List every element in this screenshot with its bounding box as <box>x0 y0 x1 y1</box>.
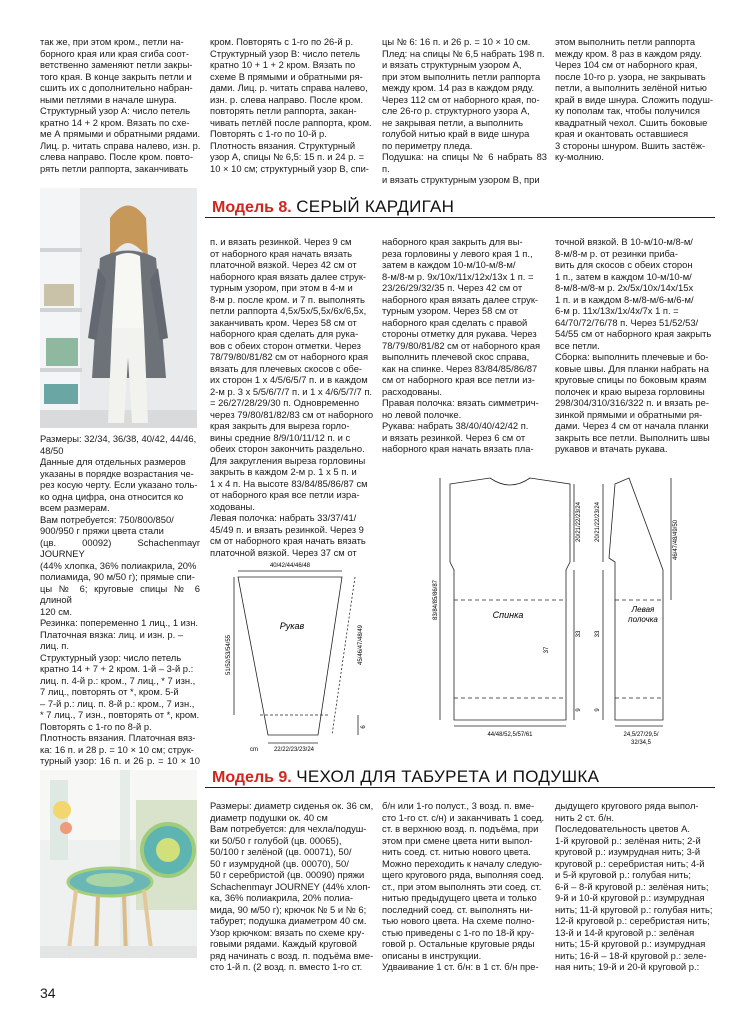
text-line: 78/79/80/81/82 см от наборного края <box>382 339 541 351</box>
text-line: Вам потребуется: для чехла/подуш- <box>210 823 367 834</box>
text-line: платочной вязкой. Через 37 см от <box>210 546 357 558</box>
text-line: этом при смене цвета нити выпол- <box>382 834 533 846</box>
text-line: Можно переходить к началу следую- <box>382 857 543 869</box>
text-line: заканчивать кром. Через 58 см от <box>210 316 357 328</box>
back-diagram <box>430 470 580 760</box>
model9-title: ЧЕХОЛ ДЛЯ ТАБУРЕТА И ПОДУШКА <box>296 767 600 786</box>
text-line: ка, 36% полиакрила, 20% полиа- <box>210 892 354 903</box>
text-line: Для закругления выреза горловины <box>210 454 366 466</box>
text-line: Размеры: диаметр сиденья ок. 36 см, <box>210 800 374 811</box>
back-mid-dim: 33 <box>576 630 582 638</box>
model8-col-3 <box>382 236 547 455</box>
text-line: кром. Повторять с 1-го по 26-й р. <box>210 36 354 47</box>
text-line: круговой р.: серебристая нить; 4-й <box>555 857 705 869</box>
text-line: этом выполнить петли раппорта <box>555 36 696 47</box>
text-line: наборного края вязать далее струк- <box>210 270 367 282</box>
text-line: дыдущего кругового ряда выпол- <box>555 800 699 811</box>
text-line: мида, 90 м/50 г); крючок № 5 и № 6; <box>210 903 367 915</box>
top-col-2 <box>210 36 374 174</box>
text-line: кратно 14 + 2 кром. Вязать по схе- <box>40 116 190 128</box>
front-armhole-dim: 20/21/22/23/24 <box>595 501 601 543</box>
text-line: 2-м р. 3 х 5/5/6/7/7 п. и 1 х 4/6/5/7/7 п. <box>210 385 373 397</box>
text-line: Структурный узор: число петель <box>40 651 182 663</box>
text-line: б/н или 1-го полуст., 3 возд. п. вме- <box>382 800 535 811</box>
text-line: их сторон 1 х 4/5/6/5/7 п. и в каждом <box>210 374 368 385</box>
back-rib-dim: 9 <box>576 708 582 712</box>
text-line: точной вязкой. В 10-м/10-м/8-м/ <box>555 236 693 247</box>
front-rib-dim: 9 <box>595 708 601 712</box>
text-line: стороны отметку для рукава. Через <box>382 328 537 339</box>
text-line: 6-м р. 11х/13х/1х/4х/7х 1 п. = <box>555 305 679 316</box>
text-line: ку пополам так, чтобы получился <box>555 105 700 116</box>
text-line: нить; 16-й – 18-й круговой р.: зеле- <box>555 949 707 961</box>
text-line: 13-й и 14-й круговой р.: зелёная <box>555 926 695 938</box>
model9-col-1 <box>210 800 374 973</box>
text-line: Удваивание 1 ст. б/н: в 1 ст. б/н пре- <box>382 961 539 972</box>
text-line: сто 1-го ст. с/н) и заканчивать 1 соед. <box>382 811 545 823</box>
text-line: наборного края закрыть для вы- <box>382 236 523 247</box>
text-line: говыми рядами. Каждый круговой <box>210 938 357 949</box>
model9-col-3 <box>555 800 715 973</box>
text-line: ст., при этом выполнять эти соед. ст. <box>382 880 542 892</box>
model9-label: Модель 9. <box>212 769 292 786</box>
text-line: 120 см. <box>40 605 72 617</box>
text-line: голубой нитью край в виде шнура <box>382 128 530 139</box>
text-line: 298/304/310/316/322 п. и вязать ре- <box>555 397 709 408</box>
stool-photo <box>40 770 197 958</box>
text-line: стью приведены с 1-го по 18-й кру- <box>382 926 535 938</box>
text-line: Правая полочка: вязать симметрич- <box>382 397 539 408</box>
text-line: так же, при этом кром., петли на- <box>40 36 184 47</box>
text-line: ко одна цифра, она относится ко <box>40 490 184 502</box>
text-line: – 7-й р.: лиц. п. 8-й р.: кром., 7 изн., <box>40 697 195 709</box>
text-line: 7 лиц., повторять от *, кром. 5-й <box>40 686 179 697</box>
text-line: турный узор: 16 п. и 26 р. = 10 × 10 <box>40 755 200 766</box>
text-line: наборного края вязать далее струк- <box>382 293 539 305</box>
text-line: Левая полочка: набрать 33/37/41/ <box>210 512 357 523</box>
text-line: как на спинке. Через 83/84/85/86/87 <box>382 362 538 374</box>
text-line: обеих сторон закончить раздельно. <box>210 443 365 454</box>
text-line: расходованы. <box>382 385 442 397</box>
text-line: края закрыть для выреза горло- <box>210 420 350 431</box>
back-bottom-dim: 44/48/52,5/57/61 <box>487 732 533 738</box>
sleeve-top-dim: 40/42/44/46/48 <box>269 563 311 569</box>
text-line: ка: 16 п. и 28 р. = 10 × 10 см; струк- <box>40 743 194 755</box>
text-line: сшить их с дополнительно набран- <box>40 82 193 93</box>
text-line: по периметру пледа. <box>382 139 473 151</box>
text-line: края и окантовать оставшиеся <box>555 128 689 139</box>
text-line: Повторять с 1-го по 8-й р. <box>40 720 152 732</box>
text-line: 78/79/80/81/82 см от наборного края <box>210 351 369 362</box>
front-bottom-dim-2: 32/34,5 <box>630 740 652 746</box>
text-line: слева направо. После кром. повто- <box>40 151 193 162</box>
text-line: (цв. 00092) Schachenmayr JOURNEY <box>40 536 200 559</box>
text-line: нить соед. ст. нитью нового цвета. <box>382 846 531 857</box>
text-line: Плотность вязания. Структурный <box>210 139 356 151</box>
text-line: петли, а выполнить зелёной нитью <box>555 82 707 93</box>
text-line: изн. р. слева направо. После кром. <box>210 93 364 105</box>
text-line: при этом выполнить петли раппорта <box>382 70 541 82</box>
text-line: закрыть в каждом 2-м р. 1 х 5 п. и <box>210 466 357 477</box>
page-number: 34 <box>40 985 56 1001</box>
text-line: ме А прямыми и обратными рядами. <box>40 128 201 139</box>
text-line: нитью предыдущего цвета и только <box>382 892 537 903</box>
back-waist-dim: 37 <box>544 646 550 654</box>
text-line: наборного края сделать с правой <box>382 316 528 328</box>
text-line: вины средние 8/9/10/11/12 п. и с <box>210 431 351 443</box>
text-line: Плотность вязания. Платочная вяз- <box>40 732 196 743</box>
text-line: ки 50/50 г голубой (цв. 00065), <box>210 834 342 846</box>
text-line: вов с обеих сторон отметки. Через <box>210 339 361 351</box>
text-line: 50 г изумрудной (цв. 00070), 50/ <box>210 857 349 869</box>
front-label-l1: Левая <box>631 605 655 614</box>
text-line: * 7 лиц., 7 изн., повторять от *, кром. <box>40 709 200 720</box>
text-line: табурет; подушка диаметром 40 см. <box>210 915 367 926</box>
back-label: Спинка <box>492 610 524 620</box>
text-line: кратно 14 + 7 + 2 кром. 1-й – 3-й р.: <box>40 663 194 674</box>
model8-col-2 <box>210 236 374 558</box>
text-line: 45/49 п. и вязать резинкой. Через 9 <box>210 523 364 535</box>
text-line: 54/55 см от наборного края закрыть <box>555 328 712 339</box>
text-line: турным узором. Через 58 см от <box>382 305 518 316</box>
back-armhole-dim: 20/21/22/23/24 <box>576 501 582 543</box>
sleeve-label: Рукав <box>279 621 305 631</box>
text-line: ряд начинать с возд. п. подъёма вме- <box>210 949 374 961</box>
text-line: через 79/80/81/82/83 см от наборного <box>210 408 374 420</box>
text-line: последний соед. ст. выполнять ни- <box>382 903 533 915</box>
front-bottom-dim: 24,5/27/29,5/ <box>623 732 659 738</box>
text-line: Платочная вязка: лиц. и изн. р. – <box>40 628 184 640</box>
text-line: вить для скосов с обеих сторон <box>555 259 693 270</box>
sleeve-bottom-dim: 22/22/23/23/24 <box>273 747 315 753</box>
text-line: кратно 10 + 1 + 2 кром. Вязать по <box>210 59 356 70</box>
text-line: платочной вязкой. Через 42 см от <box>210 259 357 270</box>
front-label-l2: полочка <box>628 615 658 624</box>
text-line: турным узором, при этом в 4-м и <box>210 282 353 293</box>
text-line: квадратный чехол. Сшить боковые <box>555 116 708 128</box>
text-line: круговые спицы по боковым краям <box>555 374 707 385</box>
text-line: сто 1-й п. (2 возд. п. вместо 1-го ст. <box>210 961 363 972</box>
text-line: узор А, спицы № 6,5: 15 п. и 24 р. = <box>210 151 365 162</box>
model8-label: Модель 8. <box>212 199 292 216</box>
text-line: вязать для плечевых скосов с обе- <box>210 362 363 374</box>
model9-rule <box>205 787 715 788</box>
text-line: ными петлями в начале шнура. <box>40 93 177 105</box>
text-line: щего кругового ряда, выполняя соед. <box>382 869 544 880</box>
text-line: после 10-го р. узора, не закрывать <box>555 70 706 82</box>
text-line: 1 х 4 п. На высоте 83/84/85/86/87 см <box>210 477 368 489</box>
text-line: между кром. 14 раз в каждом ряду. <box>382 82 535 93</box>
text-line: и вязать структурным узором А, <box>382 59 522 70</box>
text-line: ковые швы. Для планки набрать на <box>555 362 709 374</box>
text-line: полиамида, 90 м/50 г); прямые спи- <box>40 571 195 582</box>
model8-col-4 <box>555 236 715 455</box>
text-line: п. и вязать резинкой. Через 9 см <box>210 236 352 247</box>
text-line: 50/100 г зелёной (цв. 00071), 50/ <box>210 846 352 857</box>
text-line: и вязать резинкой. Через 6 см от <box>382 431 526 443</box>
text-line: 64/70/72/76/78 п. Через 51/52/53/ <box>555 316 699 328</box>
text-line: петли раппорта 4,5х/5х/5,5х/6х/6,5х, <box>210 305 367 316</box>
text-line: Структурный узор А: число петель <box>40 105 191 116</box>
cardigan-photo <box>40 188 197 428</box>
text-line: 12-й круговой р.: серебристая нить; <box>555 915 710 926</box>
text-line: Повторять с 1-го по 10-й р. <box>210 128 327 139</box>
text-line: диаметр подушки ок. 40 см <box>210 811 328 823</box>
model8-heading <box>212 197 454 217</box>
text-line: нить 2 ст. б/н. <box>555 811 614 823</box>
text-line: 50 г серебристой (цв. 00090) пряжи <box>210 869 365 880</box>
text-line: ст. в верхнюю возд. п. подъёма, при <box>382 823 539 834</box>
text-line: ходованы. <box>210 500 255 512</box>
sleeve-unit: cm <box>250 747 258 753</box>
text-line: Через 112 см от наборного края, по- <box>382 93 540 105</box>
text-line: тью нового цвета. На схеме полно- <box>382 915 535 926</box>
text-line: реза горловины у левого края 1 п., <box>382 247 533 259</box>
text-line: все петли. <box>555 339 600 351</box>
model8-title: СЕРЫЙ КАРДИГАН <box>296 197 455 216</box>
text-line: наборного края сделать для рука- <box>210 328 359 339</box>
text-line: Последовательность цветов А. <box>555 823 690 834</box>
text-line: повторять петли раппорта, закан- <box>210 105 357 116</box>
text-line: 900/950 г пряжи цвета стали <box>40 525 164 536</box>
back-height-dim: 83/84/85/86/87 <box>433 579 439 621</box>
text-line: 9-й и 10-й круговой р.: изумрудная <box>555 892 705 903</box>
top-col-1 <box>40 36 202 174</box>
text-line: Резинка: попеременно 1 лиц., 1 изн. <box>40 617 198 628</box>
text-line: 48/50 <box>40 444 64 456</box>
text-line: дами. Через 4 см от начала планки <box>555 420 709 431</box>
text-line: ная нить; 19-й и 20-й круговой р.: <box>555 961 700 972</box>
text-line: Сборка: выполнить плечевые и бо- <box>555 351 709 362</box>
text-line: Размеры: 32/34, 36/38, 40/42, 44/46, <box>40 433 197 444</box>
text-line: наборного края начать вязать пла- <box>382 443 534 454</box>
text-line: и вязать структурным узором В, при <box>382 174 540 185</box>
text-line: нить; 15-й круговой р.: изумрудная <box>555 938 706 949</box>
text-line: ветственно заменяют петли закры- <box>40 59 193 70</box>
text-line: 8-м/8-м р. 9х/10х/11х/12х/13х 1 п. = <box>382 270 534 282</box>
text-line: нить; 11-й круговой р.: голубая нить; <box>555 903 713 915</box>
text-line: см от наборного края начать вязать <box>210 535 366 546</box>
text-line: 10 × 10 см; структурный узор В, спи- <box>210 162 369 174</box>
text-line: Структурный узор В: число петель <box>210 47 361 59</box>
text-line: от наборного края начать вязать <box>210 247 353 259</box>
text-line: не закрывая петли, а выполнить <box>382 116 523 128</box>
text-line: дами. Лиц. р. читать справа налево, <box>210 82 368 93</box>
front-mid-dim: 33 <box>595 630 601 638</box>
sleeve-cuff-dim: 6 <box>361 725 367 729</box>
text-line: но левой полочке. <box>382 408 462 420</box>
text-line: выполнить плечевой скос справа, <box>382 351 530 362</box>
text-line: того края. В конце закрыть петли и <box>40 70 192 82</box>
text-line: край в виде шнура. Сложить подуш- <box>555 93 714 105</box>
text-line: 1 п., затем в каждом 10-м/10-м/ <box>555 270 692 282</box>
front-diagram <box>585 470 720 760</box>
text-line: и 5-й круговой р.: голубая нить; <box>555 869 692 880</box>
text-line: 3 стороны шнуром. Вшить застёж- <box>555 139 706 151</box>
text-line: Подушка: на спицы № 6 набрать 83 п. <box>382 151 547 174</box>
text-line: Schachenmayr JOURNEY (44% хлоп- <box>210 880 371 892</box>
text-line: сле 26-го р. структурного узора А, <box>382 105 530 116</box>
sleeve-left-dim: 51/52/53/54/55 <box>226 634 232 676</box>
text-line: = 26/27/28/29/30 п. Одновременно <box>210 397 360 408</box>
text-line: (44% хлопка, 36% полиакрила, 20% <box>40 559 197 571</box>
text-line: Лиц. р. читать справа налево, изн. р. <box>40 139 201 151</box>
text-line: 6-й – 8-й круговой р.: зелёная нить; <box>555 880 709 892</box>
text-line: рять петли раппорта, заканчивать <box>40 162 189 174</box>
top-col-3 <box>382 36 547 186</box>
text-line: полочек и краю выреза горловины <box>555 385 705 397</box>
text-line: ку-молнию. <box>555 151 604 162</box>
text-line: от наборного края все петли изра- <box>210 489 360 500</box>
text-line: Через 104 см от наборного края, <box>555 59 698 70</box>
text-line: Плед: на спицы № 6,5 набрать 198 п. <box>382 47 545 59</box>
model9-heading <box>212 767 599 787</box>
text-line: Узор крючком: вязать по схеме кру- <box>210 926 365 938</box>
text-line: указаны в порядке возрастания че- <box>40 467 194 479</box>
text-line: 8-м/8-м р. от резинки приба- <box>555 247 678 259</box>
model8-col-1 <box>40 433 200 790</box>
text-line: борного края или края сгиба соот- <box>40 47 189 59</box>
text-line: всем размерам. <box>40 502 110 513</box>
text-line: описаны в инструкции. <box>382 949 482 961</box>
model8-rule <box>205 217 715 218</box>
text-line: зинкой прямыми и обратными ря- <box>555 408 703 420</box>
text-line: Вам потребуется: 750/800/850/ <box>40 513 174 525</box>
text-line: цы № 6: 16 п. и 26 р. = 10 × 10 см. <box>382 36 531 47</box>
text-line: затем в каждом 10-м/10-м/8-м/ <box>382 259 516 270</box>
text-line: 8-м/8-м/8-м р. 2х/5х/10х/14х/15х <box>555 282 694 293</box>
text-line: рукавов и втачать рукава. <box>555 443 668 454</box>
text-line: Данные для отдельных размеров <box>40 456 186 467</box>
text-line: чивать петлёй после раппорта, кром. <box>210 116 372 128</box>
text-line: 8-м р. после кром. и 7 п. выполнять <box>210 293 365 305</box>
text-line: схеме В прямыми и обратными ря- <box>210 70 363 82</box>
text-line: цы № 6; круговые спицы № 6 длиной <box>40 582 200 605</box>
text-line: рез косую черту. Если указано толь- <box>40 479 198 490</box>
text-line: лиц. п. <box>40 640 69 651</box>
front-label <box>628 605 658 624</box>
sleeve-diagram <box>210 555 380 755</box>
text-line: 1-й круговой р.: зелёная нить; 2-й <box>555 834 701 846</box>
top-col-4 <box>555 36 715 163</box>
text-line: говой р. Остальные круговые ряды <box>382 938 535 949</box>
text-line: 23/26/29/32/35 п. Через 42 см от <box>382 282 523 293</box>
text-line: лиц. п. 4-й р.: кром., 7 лиц., * 7 изн., <box>40 674 196 686</box>
model9-col-2 <box>382 800 547 973</box>
text-line: между кром. 8 раз в каждом ряду. <box>555 47 702 59</box>
text-line: Рукава: набрать 38/40/40/42/42 п. <box>382 420 529 431</box>
front-height-dim: 46/47/48/49/50 <box>673 519 679 561</box>
text-line: 1 п. и в каждом 8-м/8-м/6-м/6-м/ <box>555 293 694 305</box>
text-line: круговой р.: изумрудная нить; 3-й <box>555 846 701 857</box>
text-line: закрыть все петли. Выполнить швы <box>555 431 710 443</box>
sleeve-side-dim: 45/46/47/48/49 <box>358 624 364 666</box>
text-line: см от наборного края все петли из- <box>382 374 535 385</box>
